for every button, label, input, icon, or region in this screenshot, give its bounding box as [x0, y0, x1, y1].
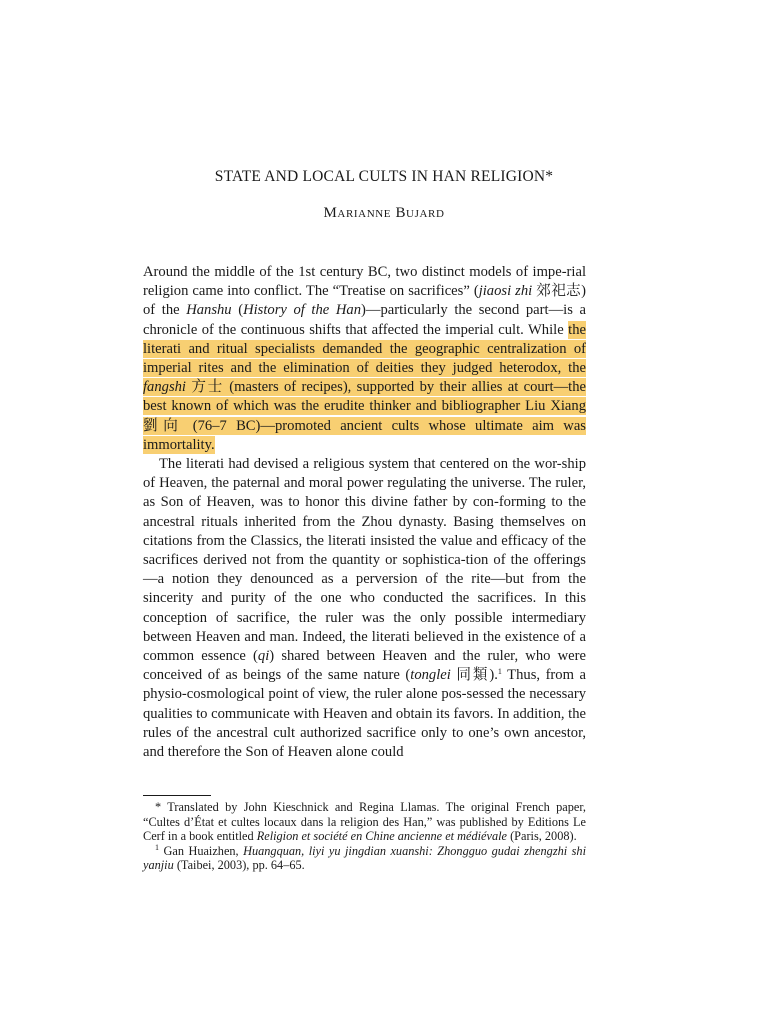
- footnote-1: [143, 844, 586, 873]
- text-run: ) shared between Heaven and the ruler, who were conceived of as beings of the same nature (: [143, 648, 586, 684]
- highlight-text: the literati and ritual specialists demanded the geographic centralization of imperial rites and the elimination of deities they judged heterodox, the: [143, 321, 586, 377]
- body-text: [143, 263, 586, 762]
- author-name: Marianne Bujard: [323, 205, 445, 221]
- footnote-ref[interactable]: 1: [497, 667, 502, 677]
- italic-term: tonglei: [410, 667, 451, 684]
- italic-title: Huangquan, liyi yu jingdian xuanshi: Zhongguo gudai zhengzhi shi yanjiu: [143, 843, 586, 873]
- highlighted-passage: [143, 321, 586, 454]
- chapter-title: STATE AND LOCAL CULTS IN HAN RELIGION*: [214, 168, 554, 185]
- footnote-divider: [143, 795, 211, 796]
- text-run: Around the middle of the 1st century BC, two distinct models of impe-rial religion came into conflict. The “Treatise on sacrifices” (: [143, 264, 586, 300]
- text-run: )—particularly the second part—is a chronicle of the continuous shifts that affected the imperial cult. While: [143, 302, 586, 338]
- italic-title: Hanshu: [186, 302, 232, 319]
- text-run: 同類).: [450, 667, 498, 684]
- italic-term: jiaosi zhi: [478, 283, 533, 300]
- italic-title: History of the Han: [243, 302, 361, 319]
- text-run: Gan Huaizhen,: [159, 843, 244, 858]
- text-run: The literati had devised a religious system that centered on the wor-ship of Heaven, the paternal and moral power regulating the universe. The ruler, as Son of Heaven, was to honor this divine father by con-forming to the ancestral rituals inherited from the Zhou dynasty. Basing themselves on citations from the Classics, the literati insisted the value and efficacy of the sacrifices derived not from the quantity or sophistica-tion of the offerings—a notion they denounced as a perversion of the rite—but from the sincerity and purity of the one who conducted the sacrifices. In this conception of sacrifice, the ruler was the only possible intermediary between Heaven and man. Indeed, the literati believed in the existence of a common essence (: [143, 456, 586, 665]
- text-run: * Translated by John Kieschnick and Regina Llamas. The original French paper, “Cultes d’État et cultes locaux dans la religion des Han,” was published by Editions Le Cerf in a book entitled: [143, 800, 586, 844]
- italic-term: qi: [257, 648, 270, 665]
- highlight-text: 方士 (masters of recipes), supported by their allies at court—the best known of which was the erudite thinker and bibliographer Liu Xiang 劉向 (76–7 BC)—promoted ancient cults whose ultimate aim was immortality: [143, 379, 586, 453]
- italic-title: Religion et société en Chine ancienne et médiévale: [256, 829, 507, 844]
- footnote-number: 1: [155, 842, 159, 852]
- paragraph-1: [143, 263, 586, 455]
- footnotes: [143, 800, 586, 873]
- text-run: (: [231, 302, 244, 319]
- text-run: Thus, from a physio-cosmological point of view, the ruler alone pos-sessed the necessary qualities to communicate with Heaven and obtain its favors. In addition, the rules of the ancestral cult authorized sacrifice only to one’s own ancestor, and therefore the Son of Heaven alone could: [143, 667, 586, 761]
- paragraph-2: [143, 455, 586, 762]
- text-run: (Taibei, 2003), pp. 64–65.: [173, 858, 305, 873]
- highlight-text: .: [210, 436, 215, 453]
- footnote-star: [143, 800, 586, 844]
- text-run: 郊祀志) of the: [143, 283, 586, 319]
- italic-term: fangshi: [143, 379, 186, 396]
- text-run: (Paris, 2008).: [507, 829, 577, 844]
